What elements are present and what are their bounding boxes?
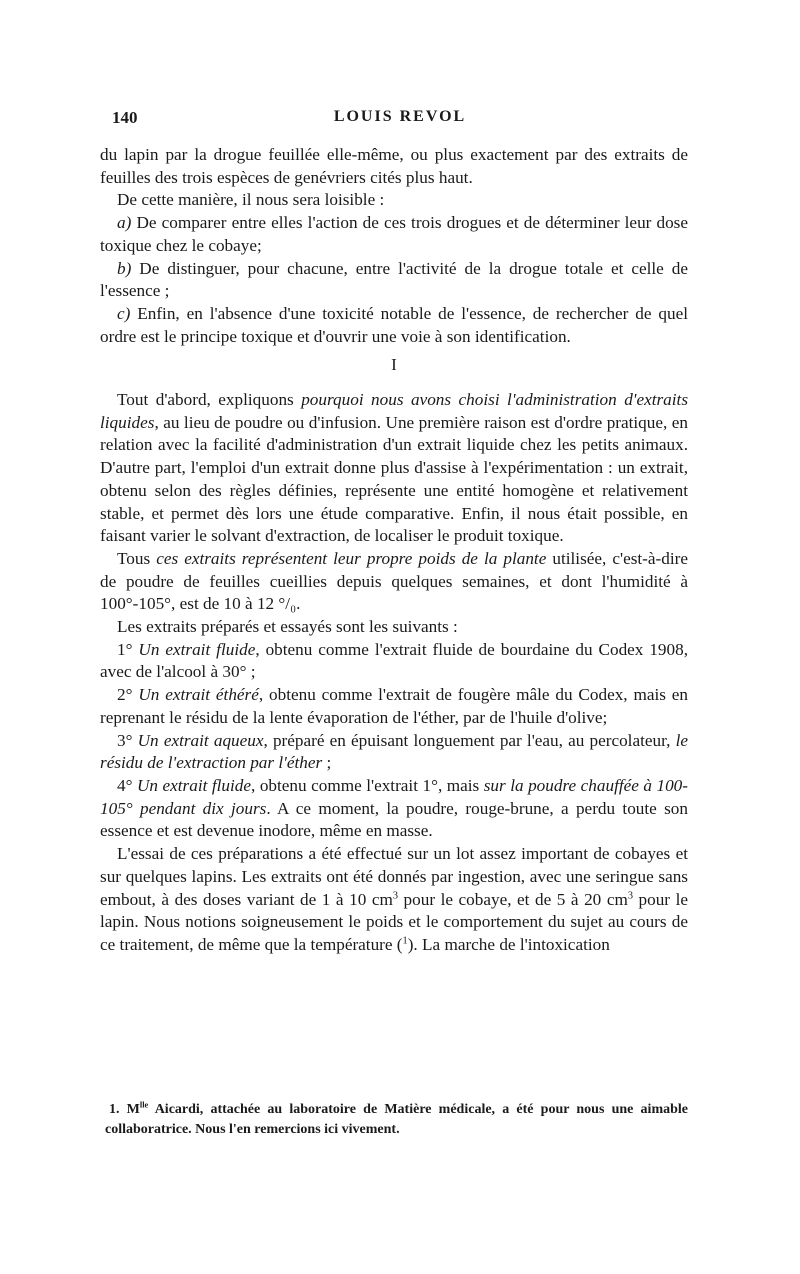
- paragraph: L'essai de ces préparations a été effectué sur un lot assez important de cobayes et sur quelques lapins. Les extraits ont été donnés par ingestion, avec une seringue sans embout, à des doses variant de 1 à 10 $cm^3$ pour le cobaye, et de 5 à 20 $cm^3$ pour le lapin. Nous notions soigneusement le poids et le comportement du sujet au cours de ce traitement, de même que la température ($^1$). La marche de l'intoxication: [100, 844, 688, 954]
- paragraph: Tout d'abord, expliquons pourquoi nous avons choisi l'administration d'extraits liquides, au lieu de poudre ou d'infusion. Une première raison est d'ordre pratique, en relation avec la facilité d'administration d'un extrait liquide chez les petits animaux. D'autre part, l'emploi d'un extrait donne plus d'assise à l'expérimentation : un extrait, obtenu selon des règles définies, représente une entité homogène et relativement stable, et permet dès lors une étude comparative. Enfin, il nous était possible, en faisant varier le solvant d'extraction, de localiser le produit toxique.: [100, 390, 689, 546]
- paragraph: du lapin par la drogue feuillée elle-même, ou plus exactement par des extraits de feuilles des trois espèces de genévriers cités plus haut.: [100, 145, 688, 187]
- section-number: I: [391, 355, 397, 375]
- footnote-reference[interactable]: 1: [402, 935, 408, 947]
- footnote: [105, 1100, 688, 1140]
- list-item: 2° Un extrait éthéré, obtenu comme l'extrait de fougère mâle du Codex, mais en reprenant le résidu de la lente évaporation de l'éther, par de l'huile d'olive;: [100, 685, 688, 727]
- paragraph: De cette manière, il nous sera loisible :: [117, 190, 385, 210]
- body-text: [100, 144, 688, 957]
- list-item: 1° Un extrait fluide, obtenu comme l'extrait fluide de bourdaine du Codex 1908, avec de l'alcool à 30° ;: [100, 639, 689, 682]
- list-item: c) Enfin, en l'absence d'une toxicité notable de l'essence, de rechercher de quel ordre est le principe toxique et d'ouvrir une voie à son identification.: [100, 303, 688, 346]
- list-item: 4° Un extrait fluide, obtenu comme l'extrait 1°, mais sur la poudre chauffée à 100-105° pendant dix jours. A ce moment, la poudre, rouge-brune, a perdu toute son essence et est devenue inodore, même en masse.: [100, 775, 688, 841]
- paragraph: Tous ces extraits représentent leur propre poids de la plante utilisée, c'est-à-dire de poudre de feuilles cueillies depuis quelques semaines, et dont l'humidité à 100°-105°, est de 10 à 12 °/₀.: [100, 548, 688, 614]
- page-header: [112, 108, 688, 132]
- list-item: b) De distinguer, pour chacune, entre l'activité de la drogue totale et celle de l'essence ;: [100, 258, 688, 301]
- list-item: 3° Un extrait aqueux, préparé en épuisant longuement par l'eau, au percolateur, le résidu de l'extraction par l'éther ;: [100, 730, 688, 773]
- list-item: a) De comparer entre elles l'action de ces trois drogues et de déterminer leur dose toxique chez le cobaye;: [100, 213, 688, 255]
- page-number: 140: [112, 108, 138, 127]
- footnote-text: 1. $M^{lle}$ Aicardi, attachée au laboratoire de Matière médicale, a été pour nous une aimable collaboratrice. Nous l'en remercions ici vivement.: [105, 1100, 688, 1137]
- paragraph: Les extraits préparés et essayés sont les suivants :: [117, 617, 458, 637]
- running-title: LOUIS REVOL: [333, 108, 467, 125]
